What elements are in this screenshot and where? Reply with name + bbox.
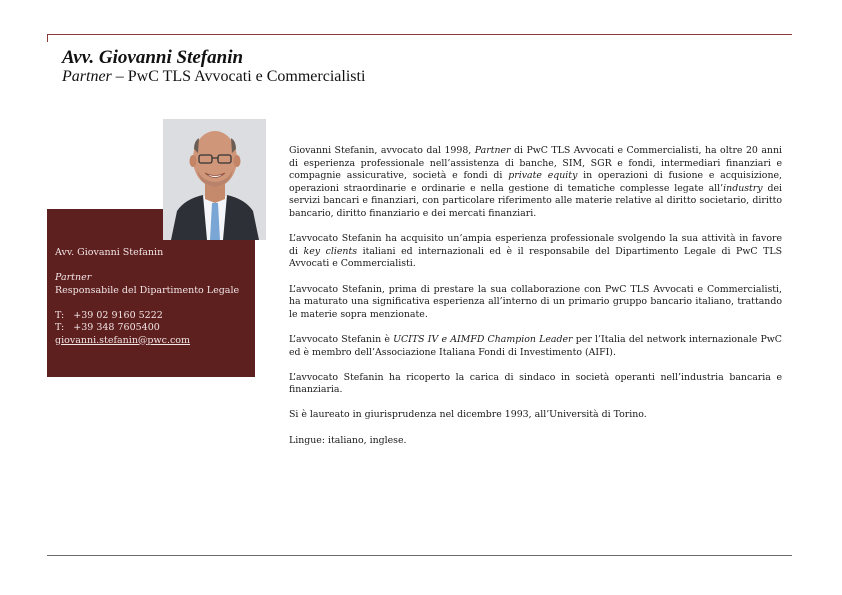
bio-paragraph-1: Giovanni Stefanin, avvocato dal 1998, Partner di PwC TLS Avvocati e Commercialisti, ha oltre 20 anni di esperienza professionale nell’assistenza di banche, SIM, SGR e fondi, intermediari finanziari e compagnie assicurative, società e fondi di private equity in operazioni di fusione e acquisizione, operazioni straordinarie e ordinarie e nella gestione di tematiche complesse legate all’industry dei servizi bancari e finanziari, con particolare riferimento alle materie relative al diritto societario, diritto bancario, diritto finanziario e dei mercati finanziari.: [289, 145, 783, 219]
page-title: Avv. Giovanni Stefanin: [62, 47, 244, 68]
phone-2-number[interactable]: +39 348 7605400: [73, 322, 160, 333]
phone-1-label: T:: [55, 309, 65, 321]
page-subtitle: [62, 68, 365, 86]
bottom-rule: [47, 555, 792, 556]
card-name: Avv. Giovanni Stefanin: [55, 247, 164, 258]
bio-paragraph-6: Si è laureato in giurisprudenza nel dicembre 1993, all’Università di Torino.: [289, 409, 647, 421]
top-rule: [47, 34, 792, 35]
phone-2-label: T:: [55, 322, 65, 333]
role-rest: – PwC TLS Avvocati e Commercialisti: [111, 68, 366, 85]
card-phone-1: [55, 310, 255, 323]
card-position: Partner: [55, 272, 92, 283]
top-rule-tick: [47, 34, 48, 42]
bio-paragraph-2: L’avvocato Stefanin ha acquisito un’ampia esperienza professionale svolgendo la sua attività in favore di key clients italiani ed internazionali ed è il responsabile del Dipartimento Legale di PwC TLS Avvocati e Commercialisti.: [289, 233, 782, 270]
card-email-link[interactable]: giovanni.stefanin@pwc.com: [55, 334, 191, 346]
role-italic: Partner: [62, 68, 112, 85]
portrait-photo: [163, 119, 266, 240]
card-phone-2: [55, 322, 255, 335]
bio-paragraph-4: L’avvocato Stefanin è UCITS IV e AIMFD Champion Leader per l’Italia del network internazionale PwC ed è membro dell’Associazione Italiana Fondi di Investimento (AIFI).: [289, 333, 782, 358]
bio-paragraph-3: L’avvocato Stefanin, prima di prestare la sua collaborazione con PwC TLS Avvocati e Commercialisti, ha maturato una significativa esperienza all’interno di un primario gruppo bancario italiano, trattando le materie sopra menzionate.: [289, 283, 782, 320]
phone-1-number[interactable]: +39 02 9160 5222: [73, 309, 163, 321]
bio-paragraph-5: L’avvocato Stefanin ha ricoperto la carica di sindaco in società operanti nell’industria bancaria e finanziaria.: [289, 371, 782, 396]
card-department: Responsabile del Dipartimento Legale: [55, 284, 240, 296]
biography: [289, 145, 782, 460]
bio-paragraph-7: Lingue: italiano, inglese.: [289, 434, 407, 446]
